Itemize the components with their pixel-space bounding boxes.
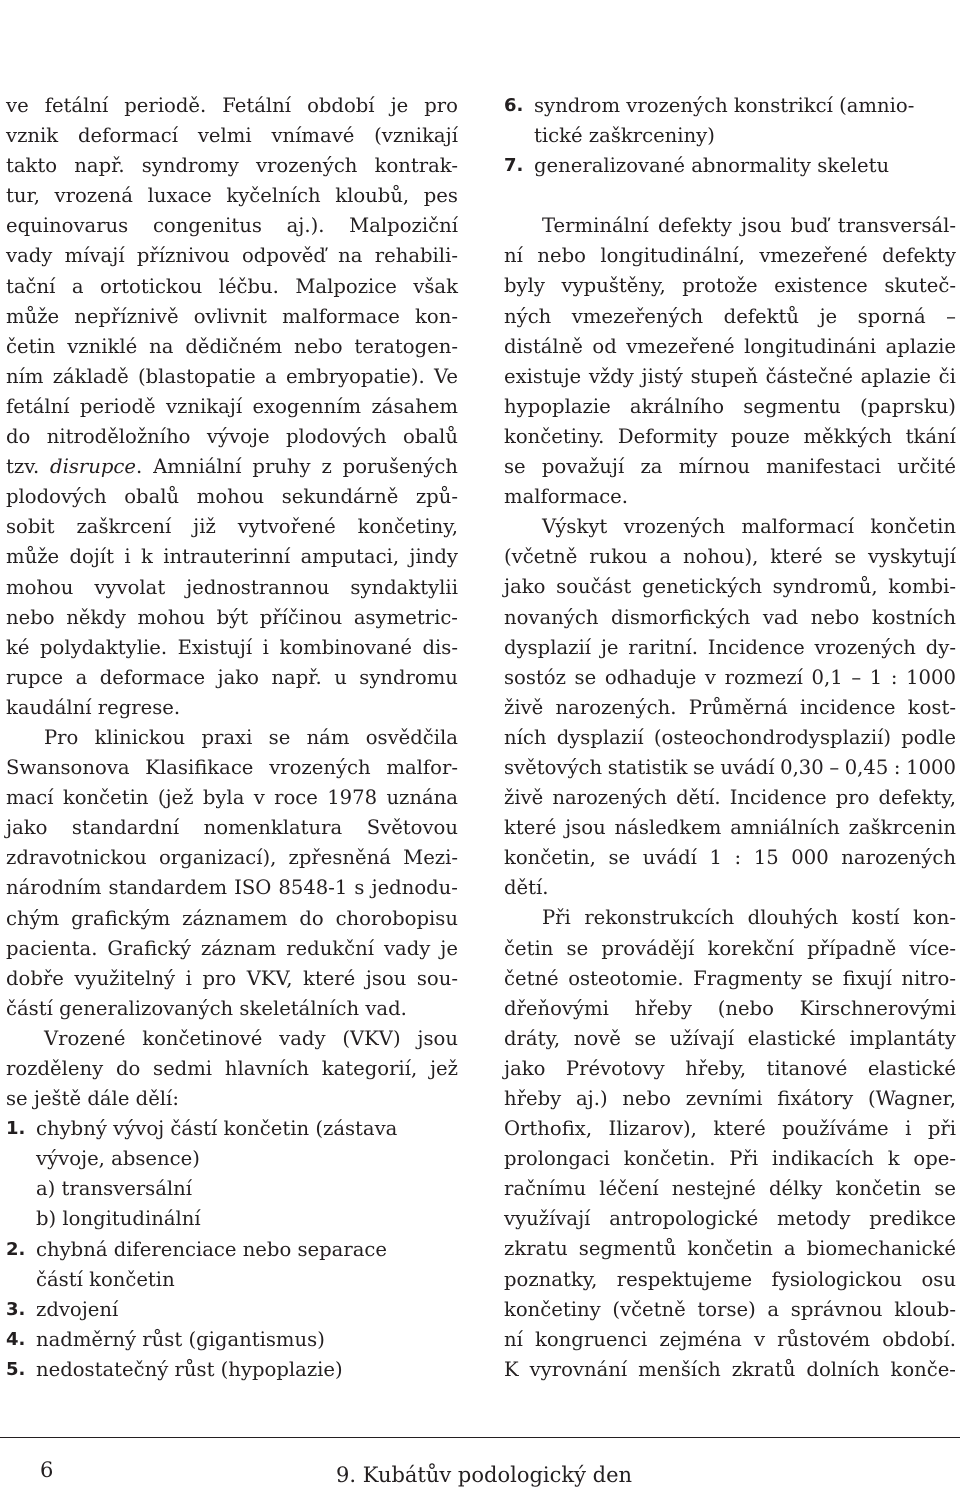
text-line: fetální periodě vznikají exogenním zásahem bbox=[6, 394, 458, 418]
text-line: sobit zaškrcení již vytvořené končetiny, bbox=[6, 515, 458, 539]
text-line: dřeňovými hřeby (nebo Kirschnerovými bbox=[504, 996, 956, 1020]
list-item bbox=[6, 1355, 458, 1385]
text-line: Vrozené končetinové vady (VKV) jsou bbox=[44, 1026, 458, 1050]
list-item bbox=[6, 1204, 458, 1234]
list-text: chybný vývoj částí končetin (zástava bbox=[36, 1117, 398, 1141]
text-line: může dojít i k intrauterinní amputaci, jindy bbox=[6, 545, 458, 569]
list-text: částí končetin bbox=[36, 1267, 175, 1291]
list-number: 3. bbox=[6, 1298, 26, 1320]
text-line: malformace. bbox=[504, 485, 629, 509]
list-number bbox=[6, 1204, 36, 1234]
text-line: existuje vždy jistý stupeň částečné aplazie či bbox=[504, 364, 956, 388]
text-line: končetin, se uvádí 1 : 15 000 narozených bbox=[504, 846, 956, 870]
text-line: mací končetin (jež byla v roce 1978 uznána bbox=[6, 786, 458, 810]
text-line: Orthofix, Ilizarov), které používáme i při bbox=[504, 1117, 956, 1141]
text-line: vady mívají příznivou odpověď na rehabili- bbox=[6, 244, 458, 268]
page-number: 6 bbox=[40, 1458, 54, 1482]
text-line: částí generalizovaných skeletálních vad. bbox=[6, 996, 407, 1020]
text-line: poznatky, respektujeme fysiologickou osu bbox=[504, 1267, 956, 1291]
text-line: ních dysplazií (osteochondrodysplazií) podle bbox=[504, 725, 956, 749]
text-line: dobře využitelný i pro VKV, které jsou sou- bbox=[6, 966, 458, 990]
classification-list bbox=[6, 1114, 458, 1385]
list-item bbox=[6, 1235, 458, 1265]
text-line: Swansonova Klasifikace vrozených malfor- bbox=[6, 756, 458, 780]
text-line: využívají antropologické metody predikce bbox=[504, 1207, 956, 1231]
list-item bbox=[6, 1144, 458, 1174]
text-line: se považují za mírnou manifestaci určité bbox=[504, 455, 956, 479]
text-line: končetiny (včetně torse) a správnou kloub- bbox=[504, 1297, 956, 1321]
text-line: ní nebo longitudinální, vmezeřené defekty bbox=[504, 244, 956, 268]
text-line: může nepříznivě ovlivnit malformace kon- bbox=[6, 304, 458, 328]
text-line: ké polydaktylie. Existují i kombinované dis- bbox=[6, 635, 458, 659]
text-line: živě narozených. Průměrná incidence kost- bbox=[504, 695, 956, 719]
text-line: račnímu léčení nestejné délky končetin se bbox=[504, 1177, 956, 1201]
list-number: 5. bbox=[6, 1358, 26, 1380]
text-line: sostóz se odhaduje v rozmezí 0,1 – 1 : 1000 bbox=[504, 665, 956, 689]
text-line: dětí. bbox=[504, 876, 549, 900]
list-number bbox=[6, 1144, 36, 1174]
list-number: 2. bbox=[6, 1238, 26, 1260]
text-line: světových statistik se uvádí 0,30 – 0,45 : 1000 bbox=[504, 755, 956, 779]
list-item bbox=[504, 121, 956, 151]
text-line: ním základě (blastopatie a embryopatie). Ve bbox=[6, 364, 458, 388]
text-line: dysplazií je raritní. Incidence vrozených dy- bbox=[504, 635, 956, 659]
text-line: četné osteotomie. Fragmenty se fixují nitro- bbox=[504, 966, 956, 990]
right-body-text bbox=[504, 211, 956, 1385]
text-line: hřeby aj.) nebo zevními fixátory (Wagner, bbox=[504, 1087, 956, 1110]
list-text: syndrom vrozených konstrikcí (amnio- bbox=[534, 94, 915, 117]
text-line: tační a ortotickou léčbu. Malpozice však bbox=[6, 274, 458, 298]
list-item bbox=[6, 1265, 458, 1295]
list-text: generalizované abnormality skeletu bbox=[534, 154, 890, 178]
text-line: dráty, nově se užívají elastické implantáty bbox=[504, 1026, 956, 1050]
list-number: 7. bbox=[504, 155, 524, 177]
list-text: b) longitudinální bbox=[36, 1207, 201, 1231]
text-line: nebo někdy mohou být příčinou asymetric- bbox=[6, 605, 458, 629]
text-line: plodových obalů mohou sekundárně způ- bbox=[6, 485, 458, 509]
text-line: do nitroděložního vývoje plodových obalů bbox=[6, 425, 458, 449]
text-line: Výskyt vrozených malformací končetin bbox=[542, 515, 956, 539]
text-line: byly vypuštěny, protože existence skuteč- bbox=[504, 274, 956, 298]
text-line: národním standardem ISO 8548-1 s jednodu- bbox=[6, 876, 458, 900]
text-line: jako součást genetických syndromů, kombi- bbox=[504, 575, 956, 599]
text-line: distálně od vmezeřené longitudináni aplazie bbox=[504, 334, 956, 358]
text-line: pacienta. Grafický záznam redukční vady je bbox=[6, 936, 458, 960]
text-line: mohou vyvolat jednostrannou syndaktylii bbox=[6, 575, 458, 599]
text-line: živě narozených dětí. Incidence pro defekty, bbox=[504, 786, 956, 810]
left-body-text bbox=[6, 91, 458, 1114]
list-number: 6. bbox=[504, 95, 524, 116]
text-line: končetiny. Deformity pouze měkkých tkání bbox=[504, 424, 956, 448]
text-line: chým grafickým záznamem do chorobopisu bbox=[6, 906, 458, 930]
list-item bbox=[6, 1295, 458, 1325]
list-text: tické zaškrceniny) bbox=[534, 124, 715, 148]
list-text: a) transversální bbox=[36, 1177, 193, 1201]
text-line: Pro klinickou praxi se nám osvědčila bbox=[44, 725, 458, 749]
list-item bbox=[504, 91, 956, 121]
list-item bbox=[504, 151, 956, 181]
list-number: 4. bbox=[6, 1328, 26, 1350]
text-line: equinovarus congenitus aj.). Malpoziční bbox=[6, 214, 458, 238]
text-line: rupce a deformace jako např. u syndromu bbox=[6, 665, 458, 689]
text-line: kaudální regrese. bbox=[6, 695, 181, 719]
left-column bbox=[6, 91, 458, 1385]
text-line: Při rekonstrukcích dlouhých kostí kon- bbox=[542, 906, 956, 930]
text-line: hypoplazie akrálního segmentu (paprsku) bbox=[504, 394, 956, 418]
list-number: 1. bbox=[6, 1118, 26, 1140]
text-line: jako standardní nomenklatura Světovou bbox=[6, 816, 458, 840]
text-line: tur, vrozená luxace kyčelních kloubů, pes bbox=[6, 184, 458, 208]
list-number bbox=[504, 121, 534, 151]
list-text: nadměrný růst (gigantismus) bbox=[36, 1327, 325, 1351]
list-item bbox=[6, 1114, 458, 1144]
classification-list-continued bbox=[504, 91, 956, 181]
text-line: se ještě dále dělí: bbox=[6, 1087, 179, 1111]
text-line: vznik deformací velmi vnímavé (vznikají bbox=[6, 124, 458, 148]
text-line: zdravotnickou organizací), zpřesněná Mezi- bbox=[6, 846, 458, 870]
text-line: novaných dismorfických vad nebo kostních bbox=[504, 605, 956, 629]
text-line: četin vzniklé na dědičném nebo teratogen- bbox=[6, 334, 458, 358]
text-line: tzv. disrupce. Amniální pruhy z porušených bbox=[6, 455, 458, 479]
list-item bbox=[6, 1174, 458, 1204]
text-line: K vyrovnání menších zkratů dolních konče- bbox=[504, 1357, 956, 1381]
text-line: takto např. syndromy vrozených kontrak- bbox=[6, 154, 458, 178]
text-line: rozděleny do sedmi hlavních kategorií, jež bbox=[6, 1057, 458, 1080]
list-item bbox=[6, 1325, 458, 1355]
right-column bbox=[504, 91, 956, 1385]
spacer bbox=[504, 181, 956, 211]
text-line: četin se provádějí korekční případně více- bbox=[504, 936, 956, 960]
list-text: zdvojení bbox=[36, 1297, 119, 1321]
list-text: vývoje, absence) bbox=[36, 1147, 200, 1171]
footer-title: 9. Kubátův podologický den bbox=[336, 1463, 633, 1487]
list-number bbox=[6, 1174, 36, 1204]
list-text: nedostatečný růst (hypoplazie) bbox=[36, 1357, 343, 1381]
text-line: ných vmezeřených defektů je sporná – bbox=[504, 304, 956, 328]
text-line: prolongaci končetin. Při indikacích k ope- bbox=[504, 1147, 956, 1171]
text-line: (včetně rukou a nohou), které se vyskytují bbox=[504, 545, 956, 569]
text-line: jako Prévotovy hřeby, titanové elastické bbox=[504, 1056, 956, 1080]
text-line: ve fetální periodě. Fetální období je pro bbox=[6, 94, 458, 117]
text-line: které jsou následkem amniálních zaškrcenin bbox=[504, 816, 956, 840]
text-line: zkratu segmentů končetin a biomechanické bbox=[504, 1237, 956, 1261]
list-text: chybná diferenciace nebo separace bbox=[36, 1237, 387, 1261]
text-line: Terminální defekty jsou buď transversál- bbox=[542, 214, 956, 238]
list-number bbox=[6, 1265, 36, 1295]
footer-rule bbox=[0, 1437, 960, 1438]
text-line: ní kongruenci zejména v růstovém období. bbox=[504, 1327, 956, 1351]
